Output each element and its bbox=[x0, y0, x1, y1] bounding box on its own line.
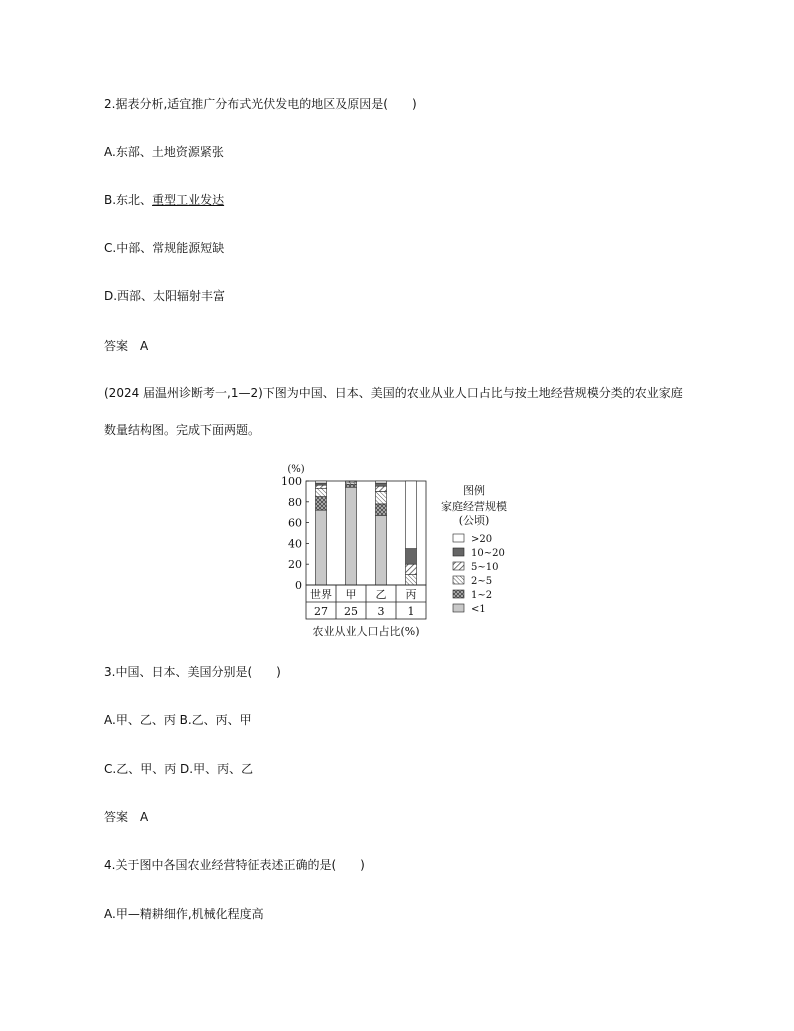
bar-segment bbox=[316, 510, 327, 585]
material-line-1: (2024 届温州诊断考一,1—2)下图为中国、日本、美国的农业从业人口占比与按土地经营规模分类的农业家庭 bbox=[104, 386, 683, 400]
q2-option-d: D.西部、太阳辐射丰富 bbox=[104, 289, 226, 303]
share-value-label: 1 bbox=[407, 605, 415, 618]
q2-option-b-underlined: 重型工业发达 bbox=[152, 193, 225, 207]
q3-options-ab: A.甲、乙、丙 B.乙、丙、甲 bbox=[104, 713, 252, 727]
bar-segment bbox=[406, 564, 417, 574]
bar-segment bbox=[346, 481, 357, 482]
share-value-label: 3 bbox=[377, 605, 385, 618]
category-label: 丙 bbox=[405, 588, 417, 601]
bar-segment bbox=[376, 483, 387, 486]
bar-segment bbox=[346, 482, 357, 484]
legend-swatch bbox=[453, 562, 464, 570]
q3-options-cd: C.乙、甲、丙 D.甲、丙、乙 bbox=[104, 762, 254, 776]
x-axis-label: 农业从业人口占比(%) bbox=[312, 625, 420, 638]
q2-option-b-prefix: B.东北、 bbox=[104, 193, 153, 207]
share-value-label: 27 bbox=[314, 605, 328, 618]
bar-segment bbox=[316, 483, 327, 485]
legend-swatch bbox=[453, 548, 464, 556]
q2-option-a: A.东部、土地资源紧张 bbox=[104, 145, 224, 159]
chart-svg bbox=[280, 460, 520, 640]
bar-segment bbox=[376, 515, 387, 585]
legend-swatch bbox=[453, 534, 464, 542]
category-label: 乙 bbox=[375, 588, 387, 601]
q2-option-c: C.中部、常规能源短缺 bbox=[104, 241, 225, 255]
bar-segment bbox=[346, 484, 357, 487]
q4-option-a: A.甲—精耕细作,机械化程度高 bbox=[104, 907, 264, 921]
legend-label: 10~20 bbox=[471, 548, 505, 559]
bar-segment bbox=[346, 487, 357, 585]
bar-segment bbox=[316, 481, 327, 483]
legend-unit: (公顷) bbox=[458, 514, 490, 527]
stacked-bar-chart bbox=[280, 460, 520, 640]
share-value-label: 25 bbox=[344, 605, 358, 618]
bar-segment bbox=[406, 549, 417, 565]
bar-segment bbox=[406, 481, 417, 549]
bar-segment bbox=[376, 486, 387, 491]
y-tick-label: 100 bbox=[281, 475, 302, 488]
legend-label: >20 bbox=[471, 534, 493, 545]
category-label: 甲 bbox=[345, 588, 357, 601]
q3-stem: 3.中国、日本、美国分别是( ) bbox=[104, 665, 281, 679]
bar-segment bbox=[406, 575, 417, 585]
legend-swatch bbox=[453, 576, 464, 584]
legend-swatch bbox=[453, 590, 464, 598]
q4-stem: 4.关于图中各国农业经营特征表述正确的是( ) bbox=[104, 858, 365, 872]
legend-label: <1 bbox=[471, 604, 486, 615]
y-tick-label: 80 bbox=[288, 495, 302, 509]
y-tick-label: 0 bbox=[295, 579, 302, 592]
bar-segment bbox=[376, 504, 387, 515]
legend-subtitle: 家庭经营规模 bbox=[441, 500, 507, 513]
material-line-2: 数量结构图。完成下面两题。 bbox=[104, 423, 261, 437]
q2-stem: 2.据表分析,适宜推广分布式光伏发电的地区及原因是( ) bbox=[104, 97, 417, 111]
legend-label: 2~5 bbox=[471, 576, 493, 587]
legend-swatch bbox=[453, 604, 464, 612]
legend-title: 图例 bbox=[463, 484, 485, 497]
q2-option-b bbox=[104, 192, 224, 208]
y-unit-label: (%) bbox=[287, 464, 305, 475]
legend-label: 5~10 bbox=[471, 562, 499, 573]
q3-answer: 答案 A bbox=[104, 810, 149, 824]
bar-segment bbox=[376, 481, 387, 483]
bar-segment bbox=[316, 497, 327, 511]
y-tick-label: 60 bbox=[288, 516, 302, 530]
y-tick-label: 40 bbox=[288, 537, 302, 551]
bar-segment bbox=[376, 491, 387, 503]
y-tick-label: 20 bbox=[288, 558, 302, 572]
bar-segment bbox=[316, 485, 327, 488]
legend-label: 1~2 bbox=[471, 590, 493, 601]
bar-segment bbox=[316, 488, 327, 496]
category-label: 世界 bbox=[310, 588, 332, 601]
q2-answer: 答案 A bbox=[104, 339, 149, 353]
